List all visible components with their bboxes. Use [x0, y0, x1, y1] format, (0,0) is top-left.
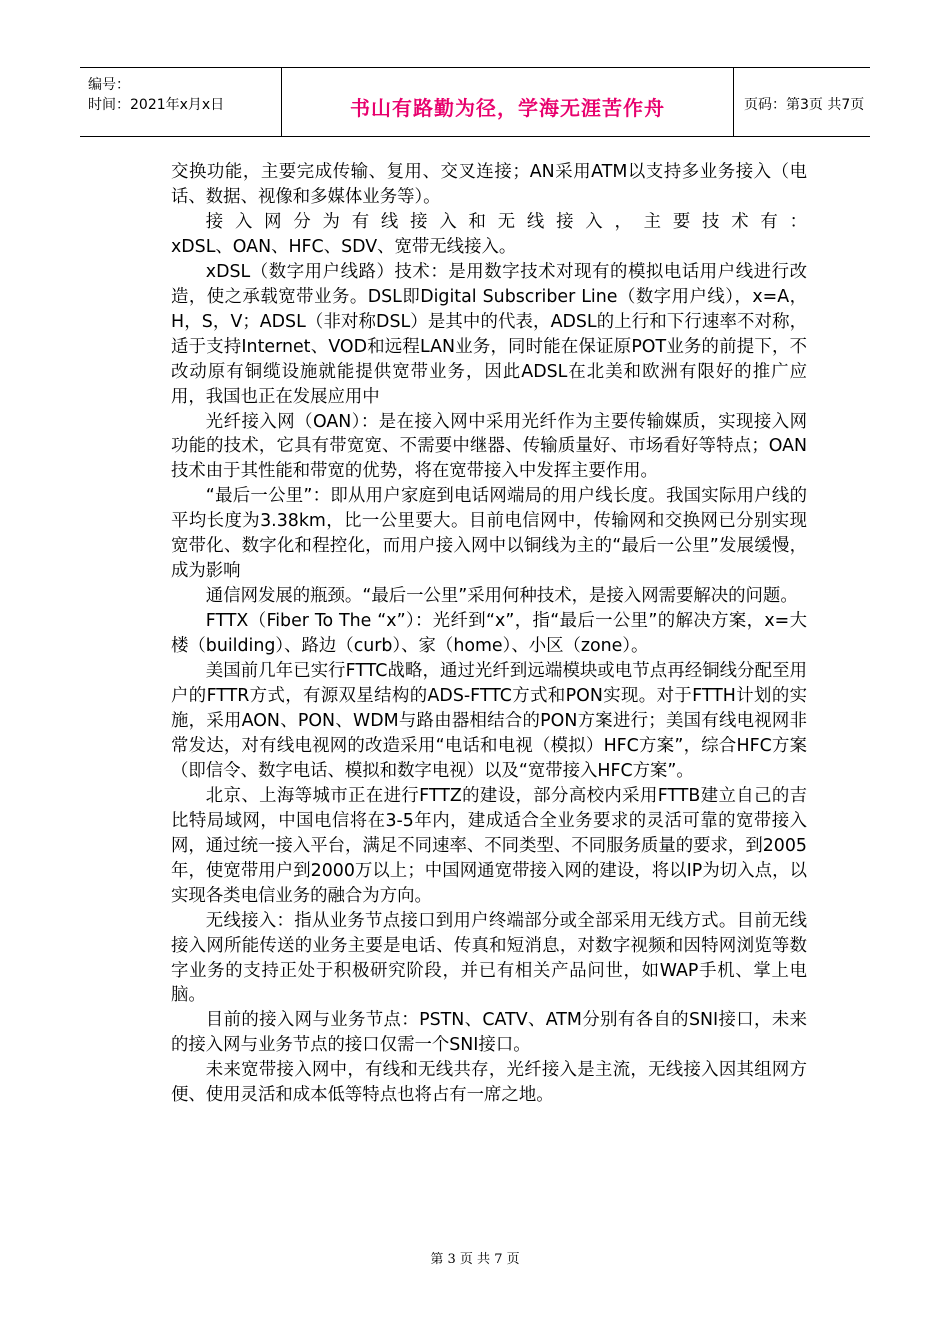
paragraph: 光纤接入网（OAN）：是在接入网中采用光纤作为主要传输媒质，实现接入网功能的技术，它具有带宽宽、不需要中继器、传输质量好、市场看好等特点；OAN技术由于其性能和带宽的优势，将在宽带接入中发挥主要作用。	[171, 411, 807, 482]
paragraph: FTTX（Fiber To The “x”）：光纤到“x”，指“最后一公里”的解决方案，x=大楼（building）、路边（curb）、家（home）、小区（zone）。	[171, 611, 807, 657]
page-header	[80, 67, 870, 137]
paragraph: 接入网分为有线接入和无线接入，主要技术有：	[205, 211, 807, 232]
document-time-label: 时间：2021年x月x日	[88, 97, 225, 113]
paragraph: 无线接入：指从业务节点接口到用户终端部分或全部采用无线方式。目前无线接入网所能传送的业务主要是电话、传真和短消息，对数字视频和因特网浏览等数字业务的支持正处于积极研究阶段，并已有相关产品问世，如WAP手机、掌上电脑。	[171, 910, 807, 1006]
paragraph: 通信网发展的瓶颈。“最后一公里”采用何种技术，是接入网需要解决的问题。	[205, 586, 798, 607]
paragraph: 美国前几年已实行FTTC战略，通过光纤到远端模块或电节点再经铜线分配至用户的FTTR方式，有源双星结构的ADS-FTTC方式和PON实现。对于FTTH计划的实施，采用AON、PON、WDM与路由器相结合的PON方案进行；美国有线电视网非常发达，对有线电视网的改造采用“电话和电视（模拟）HFC方案”，综合HFC方案（即信令、数字电话、模拟和数字电视）以及“宽带接入HFC方案”。	[171, 661, 807, 781]
paragraph: “最后一公里”：即从用户家庭到电话网端局的用户线长度。我国实际用户线的平均长度为3.38km，比一公里要大。目前电信网中，传输网和交换网已分别实现宽带化、数字化和程控化，而用户接入网中以铜线为主的“最后一公里”发展缓慢，成为影响	[171, 486, 807, 582]
header-motto-cell	[282, 68, 734, 136]
page-footer: 第 3 页 共 7 页	[430, 1252, 520, 1267]
document-body	[171, 160, 807, 1108]
paragraph: 目前的接入网与业务节点：PSTN、CATV、ATM分别有各自的SNI接口，未来的接入网与业务节点的接口仅需一个SNI接口。	[171, 1010, 807, 1056]
header-page-number: 页码：第3页 共7页	[744, 97, 865, 113]
header-page-cell	[734, 68, 870, 136]
header-meta-cell	[80, 68, 282, 136]
paragraph: xDSL、OAN、HFC、SDV、宽带无线接入。	[171, 236, 517, 257]
header-motto: 书山有路勤为径，学海无涯苦作舟	[350, 96, 665, 120]
paragraph: 北京、上海等城市正在进行FTTZ的建设，部分高校内采用FTTB建立自己的吉比特局域网，中国电信将在3-5年内，建成适合全业务要求的灵活可靠的宽带接入网，通过统一接入平台，满足不同速率、不同类型、不同服务质量的要求，到2005年，使宽带用户到2000万以上；中国网通宽带接入网的建设，将以IP为切入点，以实现各类电信业务的融合为方向。	[171, 785, 807, 906]
document-number-label: 编号：	[88, 77, 130, 93]
paragraph: 交换功能，主要完成传输、复用、交叉连接；AN采用ATM以支持多业务接入（电话、数据、视像和多媒体业务等）。	[171, 162, 807, 207]
paragraph: 未来宽带接入网中，有线和无线共存，光纤接入是主流，无线接入因其组网方便、使用灵活和成本低等特点也将占有一席之地。	[171, 1060, 807, 1106]
paragraph: xDSL（数字用户线路）技术：是用数字技术对现有的模拟电话用户线进行改造，使之承载宽带业务。DSL即Digital Subscriber Line（数字用户线），x=A，H，S，V；ADSL（非对称DSL）是其中的代表，ADSL的上行和下行速率不对称，适于支持Internet、VOD和远程LAN业务，同时能在保证原POT业务的前提下，不改动原有铜缆设施就能提供宽带业务，因此ADSL在北美和欧洲有限好的推广应用，我国也正在发展应用中	[171, 261, 807, 407]
